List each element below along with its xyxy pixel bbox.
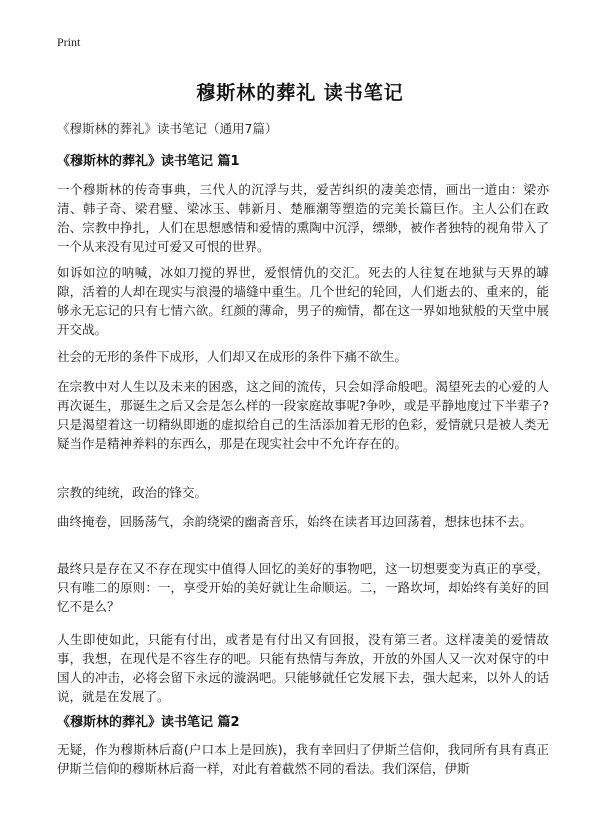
paragraph: 人生即使如此，只能有付出，或者是有付出又有回报，没有第三者。这样凄美的爱情故事，我想，在现代是不容生存的吧。只能有热情与奔放，开放的外国人又一次对保守的中国人的冲击，必将会留下永远的漩涡吧。只能够就任它发展下去，强大起来，以外人的话说，就是在发展了。 (57, 632, 549, 704)
paragraph: 最终只是存在又不存在现实中值得人回忆的美好的事物吧，这一切想要变为真正的享受，只有唯二的原则：一，享受开始的美好就让生命顺运。二，一路坎坷，却始终有美好的回忆不是么？ (57, 561, 549, 614)
paragraph: 曲终掩卷，回肠荡气，余韵绕梁的幽斋音乐，始终在读者耳边回荡着，想抹也抹不去。 (57, 514, 533, 529)
paragraph: 无疑，作为穆斯林后裔(户口本上是回族)，我有幸回归了伊斯兰信仰，我同所有具有真正伊斯兰信仰的穆斯林后裔一样，对此有着截然不同的看法。我们深信，伊斯 (57, 742, 549, 776)
page-title: 穆斯林的葬礼 读书笔记 (196, 82, 404, 104)
document-subtitle: 《穆斯林的葬礼》读书笔记（通用7篇） (57, 121, 278, 136)
section-heading-1: 《穆斯林的葬礼》读书笔记 篇1 (57, 154, 240, 169)
paragraph: 如诉如泣的呐喊，冰如刀搅的界世，爱恨情仇的交汇。死去的人往复在地狱与天界的罅隙，活着的人却在现实与浪漫的墙缝中重生。几个世纪的轮回，人们逝去的、重来的，能够永无忘记的只有七情六欲。红颜的薄命，男子的痴情，都在这一界如地狱般的天堂中展开交战。 (57, 265, 549, 337)
paragraph: 宗教的纯统，政治的锋交。 (57, 485, 208, 500)
print-label[interactable]: Print (57, 34, 81, 49)
paragraph: 一个穆斯林的传奇事典，三代人的沉浮与共，爱苦纠织的凄美恋情，画出一道由：梁亦清、韩子奇、梁君璧、梁冰玉、韩新月、楚雁潮等塑造的完美长篇巨作。主人公们在政治、宗教中挣扎，人们在思想感情和爱情的熏陶中沉浮，缥缈，被作者独特的视角带入了一个从来没有见过可爱又可恨的世界。 (57, 182, 549, 254)
section-heading-2: 《穆斯林的葬礼》读书笔记 篇2 (57, 715, 240, 730)
paragraph: 社会的无形的条件下成形，人们却又在成形的条件下痛不欲生。 (57, 349, 408, 364)
paragraph: 在宗教中对人生以及未来的困惑，这之间的流传，只会如浮命般吧。渴望死去的心爱的人再次诞生，那诞生之后又会是怎么样的一段家庭故事呢?争吵，或是平静地度过下半辈子?只是渴望着这一切精纵即逝的虚拟给自己的生活添加着无形的色彩，爱情就只是被人类无疑当作是精神养料的东西么，那是在现实社会中不允许存在的。 (57, 379, 549, 451)
